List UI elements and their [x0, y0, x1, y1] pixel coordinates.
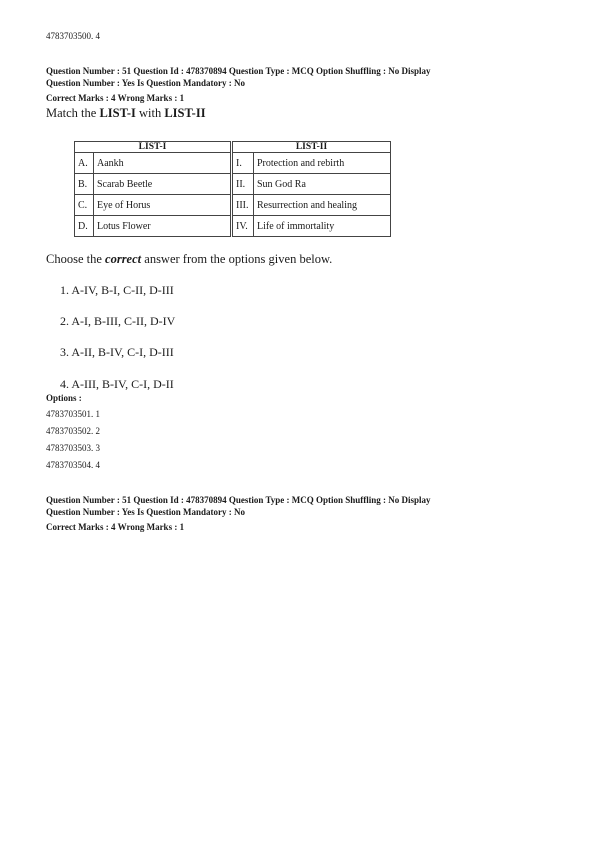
list2-item: Sun God Ra	[254, 174, 391, 195]
question-marks-line: Correct Marks : 4 Wrong Marks : 1	[46, 93, 185, 103]
next-question-header-line-2: Question Number : Yes Is Question Mandatory : No	[46, 507, 246, 517]
row-letter: B.	[75, 174, 94, 195]
list2-item: Protection and rebirth	[254, 153, 391, 174]
list2-item: Life of immortality	[254, 216, 391, 237]
table-row	[75, 174, 391, 195]
answer-option-2: 2. A-I, B-III, C-II, D-IV	[60, 314, 176, 328]
option-id-1: 4783703501. 1	[46, 409, 100, 419]
list2-header: LIST-II	[233, 142, 391, 153]
choose-instruction	[46, 252, 332, 267]
row-roman: I.	[233, 153, 254, 174]
table-row	[75, 216, 391, 237]
row-letter: C.	[75, 195, 94, 216]
row-roman: II.	[233, 174, 254, 195]
list1-item: Lotus Flower	[94, 216, 231, 237]
choose-pre: Choose the	[46, 252, 106, 266]
instruction-list2: LIST-II	[164, 106, 206, 120]
match-table	[74, 141, 391, 237]
question-header-line-2: Question Number : Yes Is Question Mandatory : No	[46, 78, 246, 88]
top-option-id: 4783703500. 4	[46, 31, 100, 41]
question-header-line-1: Question Number : 51 Question Id : 478370894 Question Type : MCQ Option Shuffling : No Display	[46, 66, 431, 76]
option-id-4: 4783703504. 4	[46, 460, 100, 470]
choose-emphasis: correct	[105, 252, 142, 266]
answer-option-1: 1. A-IV, B-I, C-II, D-III	[60, 283, 174, 297]
table-row	[75, 195, 391, 216]
instruction-mid: with	[135, 106, 165, 120]
list1-item: Eye of Horus	[94, 195, 231, 216]
row-roman: IV.	[233, 216, 254, 237]
list1-item: Aankh	[94, 153, 231, 174]
option-id-3: 4783703503. 3	[46, 443, 100, 453]
row-letter: A.	[75, 153, 94, 174]
table-row	[75, 153, 391, 174]
match-table-header	[75, 142, 391, 153]
choose-post: answer from the options given below.	[141, 252, 333, 266]
list1-header: LIST-I	[75, 142, 231, 153]
row-letter: D.	[75, 216, 94, 237]
question-instruction	[46, 106, 206, 121]
row-roman: III.	[233, 195, 254, 216]
instruction-pre: Match the	[46, 106, 100, 120]
next-question-header-line-1: Question Number : 51 Question Id : 478370894 Question Type : MCQ Option Shuffling : No Display	[46, 495, 431, 505]
option-id-2: 4783703502. 2	[46, 426, 100, 436]
answer-option-4: 4. A-III, B-IV, C-I, D-II	[60, 377, 174, 391]
options-label: Options :	[46, 393, 82, 403]
answer-option-3: 3. A-II, B-IV, C-I, D-III	[60, 345, 174, 359]
instruction-list1: LIST-I	[99, 106, 136, 120]
next-question-marks-line: Correct Marks : 4 Wrong Marks : 1	[46, 522, 185, 532]
list1-item: Scarab Beetle	[94, 174, 231, 195]
list2-item: Resurrection and healing	[254, 195, 391, 216]
